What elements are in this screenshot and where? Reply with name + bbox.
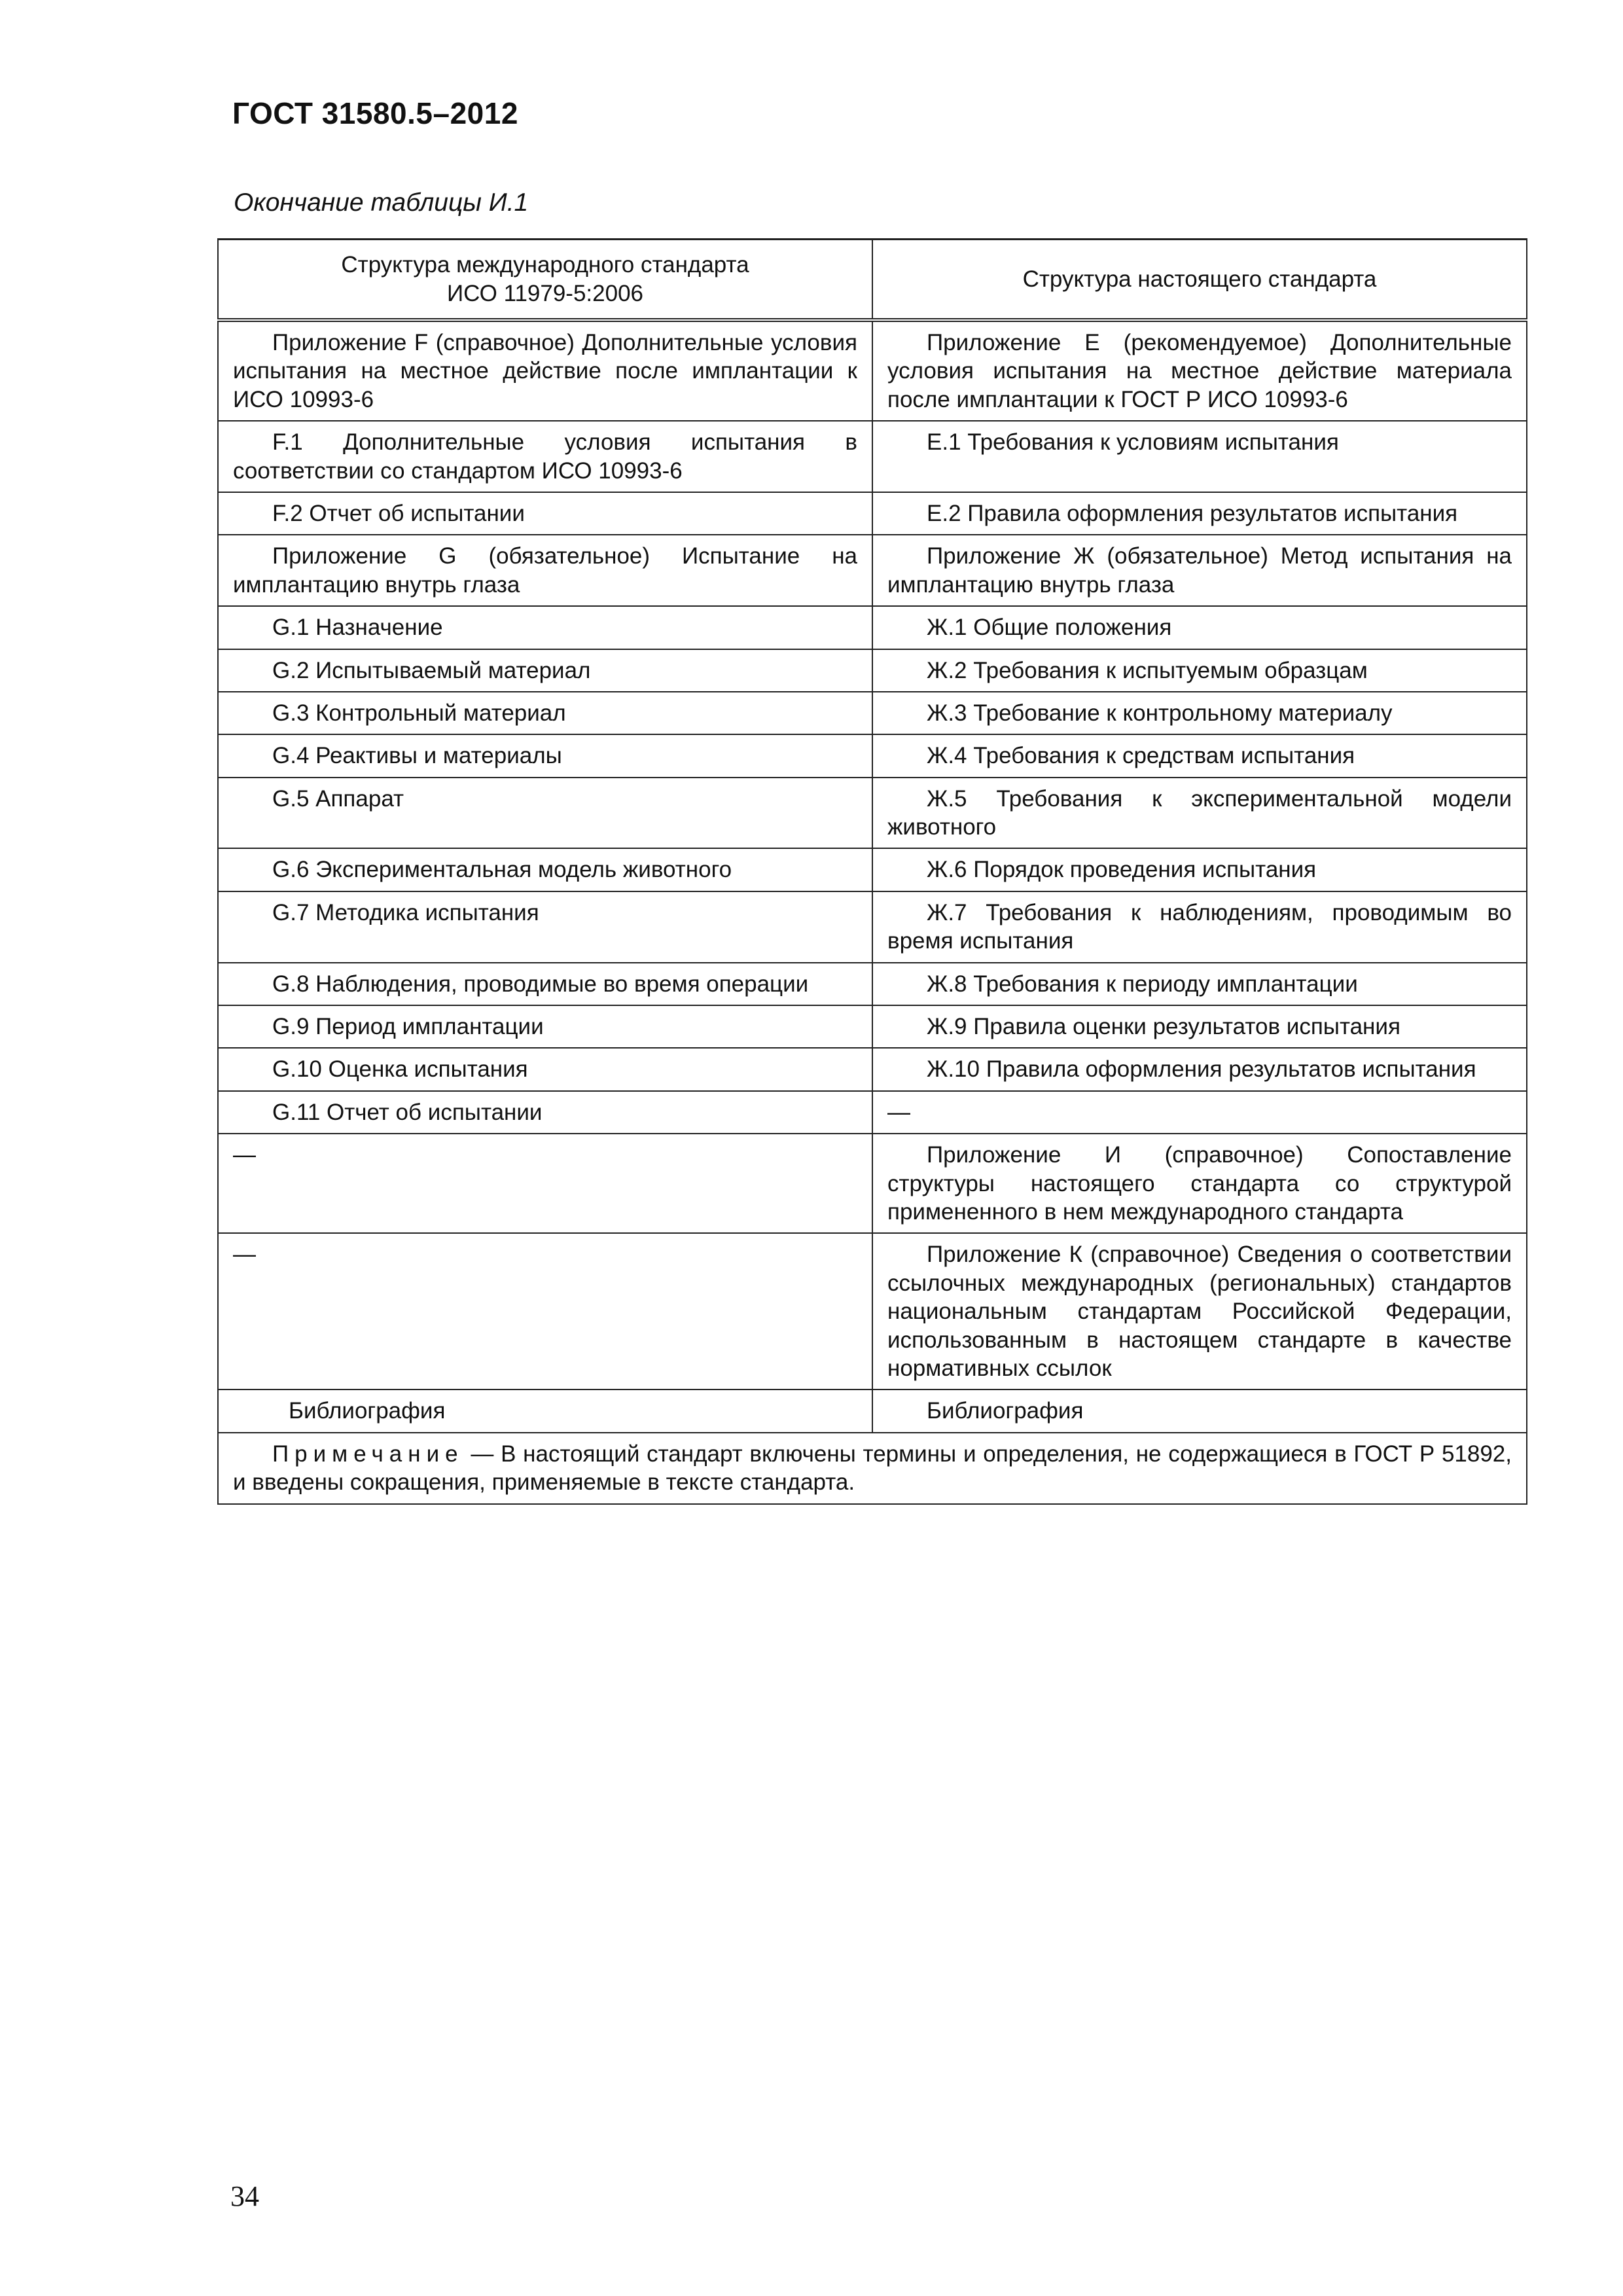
page-number: 34 bbox=[230, 2180, 259, 2212]
cell-national: Ж.8 Требования к периоду имплантации bbox=[872, 963, 1527, 1005]
cell-national: Ж.9 Правила оценки результатов испытания bbox=[872, 1005, 1527, 1048]
cell-national: Е.2 Правила оформления результатов испытания bbox=[872, 492, 1527, 535]
table-row bbox=[218, 963, 1527, 1005]
cell-international: G.5 Аппарат bbox=[218, 778, 872, 849]
cell-national-dash: — bbox=[872, 1091, 1527, 1134]
cell-international: G.8 Наблюдения, проводимые во время операции bbox=[218, 963, 872, 1005]
note-text: — В настоящий стандарт включены термины и определения, не содержащиеся в ГОСТ Р 51892, и введены сокращения, применяемые в тексте стандарта. bbox=[233, 1441, 1512, 1496]
document-header: ГОСТ 31580.5–2012 bbox=[232, 96, 518, 130]
column-header-international-line2: ИСО 11979-5:2006 bbox=[446, 280, 644, 306]
table-row bbox=[218, 1005, 1527, 1048]
table-row bbox=[218, 1134, 1527, 1233]
cell-international-dash: — bbox=[218, 1134, 872, 1233]
cell-national: Е.1 Требования к условиям испытания bbox=[872, 421, 1527, 492]
cell-national: Ж.4 Требования к средствам испытания bbox=[872, 734, 1527, 777]
cell-international: F.1 Дополнительные условия испытания в соответствии со стандартом ИСО 10993-6 bbox=[218, 421, 872, 492]
cell-national: Ж.2 Требования к испытуемым образцам bbox=[872, 649, 1527, 692]
cell-national: Приложение И (справочное) Сопоставление структуры настоящего стандарта со структурой примененного в нем международного стандарта bbox=[872, 1134, 1527, 1233]
cell-international: Приложение G (обязательное) Испытание на имплантацию внутрь глаза bbox=[218, 535, 872, 606]
cell-international: G.4 Реактивы и материалы bbox=[218, 734, 872, 777]
cell-national: Приложение Е (рекомендуемое) Дополнительные условия испытания на местное действие материала после имплантации к ГОСТ Р ИСО 10993-6 bbox=[872, 320, 1527, 421]
table-note bbox=[218, 1433, 1527, 1504]
table-row bbox=[218, 606, 1527, 649]
table-row bbox=[218, 535, 1527, 606]
note-label: Примечание bbox=[272, 1441, 464, 1467]
table-row bbox=[218, 1091, 1527, 1134]
cell-national: Ж.7 Требования к наблюдениям, проводимым во время испытания bbox=[872, 891, 1527, 963]
table-row bbox=[218, 1233, 1527, 1390]
table-row bbox=[218, 891, 1527, 963]
cell-international: G.11 Отчет об испытании bbox=[218, 1091, 872, 1134]
column-header-international bbox=[218, 240, 872, 321]
cell-international: Библиография bbox=[218, 1390, 872, 1432]
cell-national: Приложение Ж (обязательное) Метод испытания на имплантацию внутрь глаза bbox=[872, 535, 1527, 606]
cell-international: G.9 Период имплантации bbox=[218, 1005, 872, 1048]
table-row bbox=[218, 692, 1527, 734]
cell-national: Ж.1 Общие положения bbox=[872, 606, 1527, 649]
cell-national: Ж.10 Правила оформления результатов испытания bbox=[872, 1048, 1527, 1090]
table-row bbox=[218, 734, 1527, 777]
comparison-table bbox=[217, 238, 1527, 1505]
table-row bbox=[218, 1048, 1527, 1090]
table-row bbox=[218, 1390, 1527, 1432]
cell-national: Приложение К (справочное) Сведения о соответствии ссылочных международных (региональных) стандартов национальным стандартам Российской Федерации, использованным в настоящем стандарте в качестве нормативных ссылок bbox=[872, 1233, 1527, 1390]
cell-national: Библиография bbox=[872, 1390, 1527, 1432]
table-row bbox=[218, 848, 1527, 891]
column-header-national: Структура настоящего стандарта bbox=[872, 240, 1527, 321]
table-header-row bbox=[218, 240, 1527, 321]
cell-international: G.7 Методика испытания bbox=[218, 891, 872, 963]
table-row bbox=[218, 492, 1527, 535]
table-note-row bbox=[218, 1433, 1527, 1504]
cell-international: Приложение F (справочное) Дополнительные условия испытания на местное действие после имплантации к ИСО 10993-6 bbox=[218, 320, 872, 421]
cell-national: Ж.3 Требование к контрольному материалу bbox=[872, 692, 1527, 734]
cell-international-dash: — bbox=[218, 1233, 872, 1390]
cell-international: G.2 Испытываемый материал bbox=[218, 649, 872, 692]
cell-national: Ж.6 Порядок проведения испытания bbox=[872, 848, 1527, 891]
cell-international: G.6 Экспериментальная модель животного bbox=[218, 848, 872, 891]
table-row bbox=[218, 649, 1527, 692]
table-row bbox=[218, 421, 1527, 492]
cell-national: Ж.5 Требования к экспериментальной модели животного bbox=[872, 778, 1527, 849]
table-row bbox=[218, 778, 1527, 849]
cell-international: G.3 Контрольный материал bbox=[218, 692, 872, 734]
cell-international: G.1 Назначение bbox=[218, 606, 872, 649]
cell-international: G.10 Оценка испытания bbox=[218, 1048, 872, 1090]
cell-international: F.2 Отчет об испытании bbox=[218, 492, 872, 535]
table-row bbox=[218, 320, 1527, 421]
column-header-international-line1: Структура международного стандарта bbox=[341, 252, 749, 278]
table-caption: Окончание таблицы И.1 bbox=[234, 188, 529, 217]
